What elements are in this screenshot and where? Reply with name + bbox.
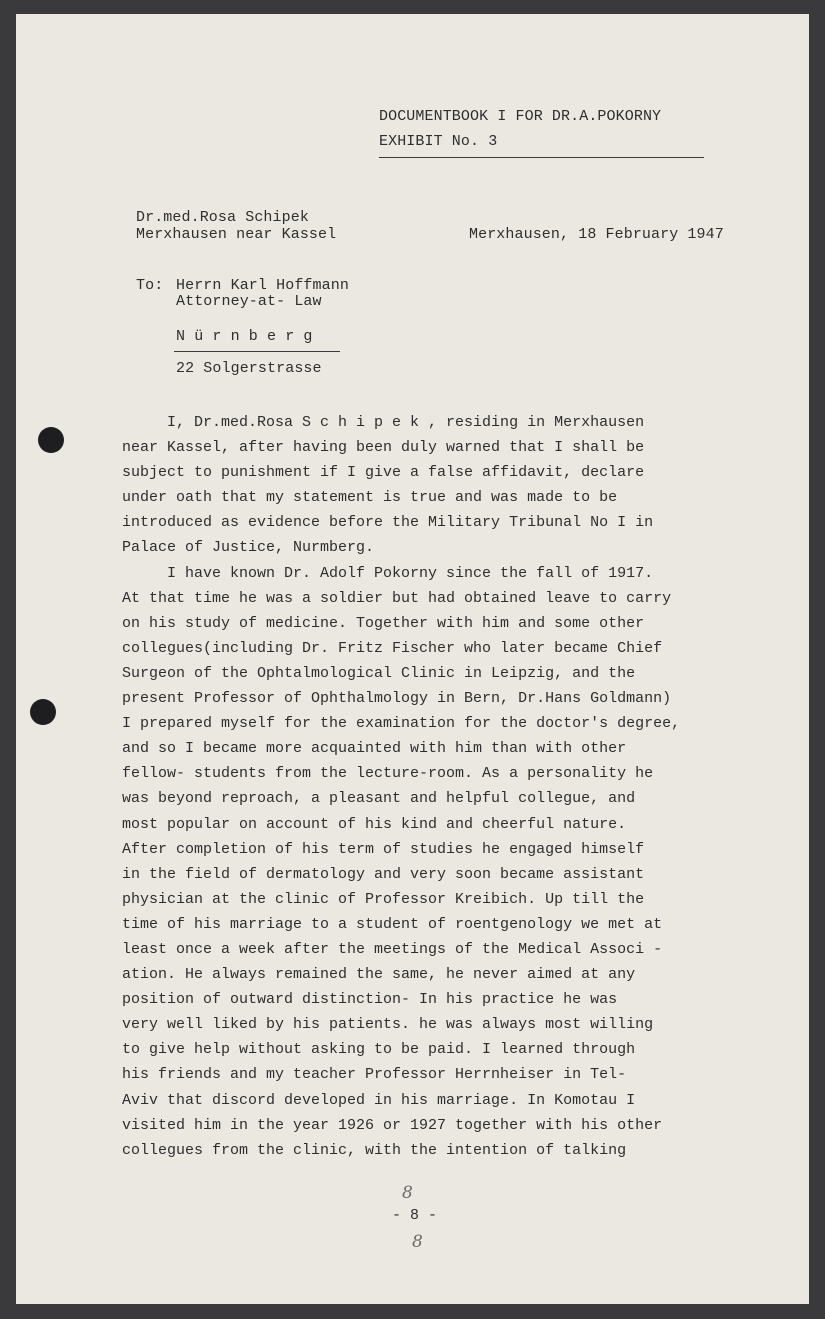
body-line: present Professor of Ophthalmology in Bern, Dr.Hans Goldmann) [122, 690, 672, 708]
body-line: Aviv that discord developed in his marriage. In Komotau I [122, 1091, 636, 1109]
body-line: in the field of dermatology and very soon became assistant [122, 865, 645, 883]
body-line: near Kassel, after having been duly warned that I shall be [122, 439, 645, 457]
body-line: time of his marriage to a student of roentgenology we met at [122, 915, 663, 933]
recipient-title: Attorney-at- Law [176, 293, 322, 310]
body-line: ation. He always remained the same, he never aimed at any [122, 966, 636, 984]
recipient-street: 22 Solgerstrasse [176, 360, 322, 377]
body-line: I prepared myself for the examination for the doctor's degree, [122, 715, 681, 733]
punch-hole-top [38, 427, 64, 453]
body-line: After completion of his term of studies he engaged himself [122, 840, 645, 858]
handwritten-page-mark-above: 8 [402, 1183, 413, 1203]
affidavit-body [122, 410, 762, 1163]
body-line: I, Dr.med.Rosa S c h i p e k , residing in Merxhausen [122, 414, 645, 431]
body-line: least once a week after the meetings of the Medical Associ - [122, 940, 663, 958]
body-line: I have known Dr. Adolf Pokorny since the fall of 1917. [122, 564, 654, 582]
body-line: collegues(including Dr. Fritz Fischer who later became Chief [122, 639, 663, 657]
handwritten-page-mark-below: 8 [412, 1232, 423, 1252]
body-line: to give help without asking to be paid. I learned through [122, 1041, 636, 1059]
body-line: Palace of Justice, Nurmberg. [122, 539, 375, 557]
dateline: Merxhausen, 18 February 1947 [469, 226, 724, 243]
body-line: his friends and my teacher Professor Herrnheiser in Tel- [122, 1066, 627, 1084]
punch-hole-bottom [30, 699, 56, 725]
body-line: introduced as evidence before the Military Tribunal No I in [122, 514, 654, 532]
recipient-city: N ü r n b e r g [176, 328, 313, 345]
city-underline [174, 351, 340, 352]
body-line: very well liked by his patients. he was always most willing [122, 1016, 654, 1034]
body-line: physician at the clinic of Professor Kreibich. Up till the [122, 890, 645, 908]
document-title: DOCUMENTBOOK I FOR DR.A.POKORNY [379, 108, 662, 125]
body-line: under oath that my statement is true and was made to be [122, 489, 618, 507]
sender-name: Dr.med.Rosa Schipek [136, 209, 309, 226]
page-number: - 8 - [392, 1207, 438, 1224]
sender-location: Merxhausen near Kassel [136, 226, 337, 243]
body-line: collegues from the clinic, with the intention of talking [122, 1141, 627, 1159]
body-line: position of outward distinction- In his practice he was [122, 991, 618, 1009]
exhibit-number: EXHIBIT No. 3 [379, 133, 498, 150]
body-line: visited him in the year 1926 or 1927 together with his other [122, 1116, 663, 1134]
body-line: At that time he was a soldier but had obtained leave to carry [122, 589, 672, 607]
body-line: was beyond reproach, a pleasant and helpful collegue, and [122, 790, 636, 808]
recipient-name: Herrn Karl Hoffmann [176, 277, 349, 294]
header-underline [379, 157, 704, 158]
body-line: subject to punishment if I give a false affidavit, declare [122, 464, 645, 482]
body-line: fellow- students from the lecture-room. As a personality he [122, 765, 654, 783]
body-line: on his study of medicine. Together with him and some other [122, 614, 645, 632]
body-line: and so I became more acquainted with him than with other [122, 740, 627, 758]
recipient-prefix: To: [136, 277, 164, 294]
body-line: most popular on account of his kind and cheerful nature. [122, 815, 627, 833]
body-line: Surgeon of the Ophtalmological Clinic in Leipzig, and the [122, 664, 636, 682]
